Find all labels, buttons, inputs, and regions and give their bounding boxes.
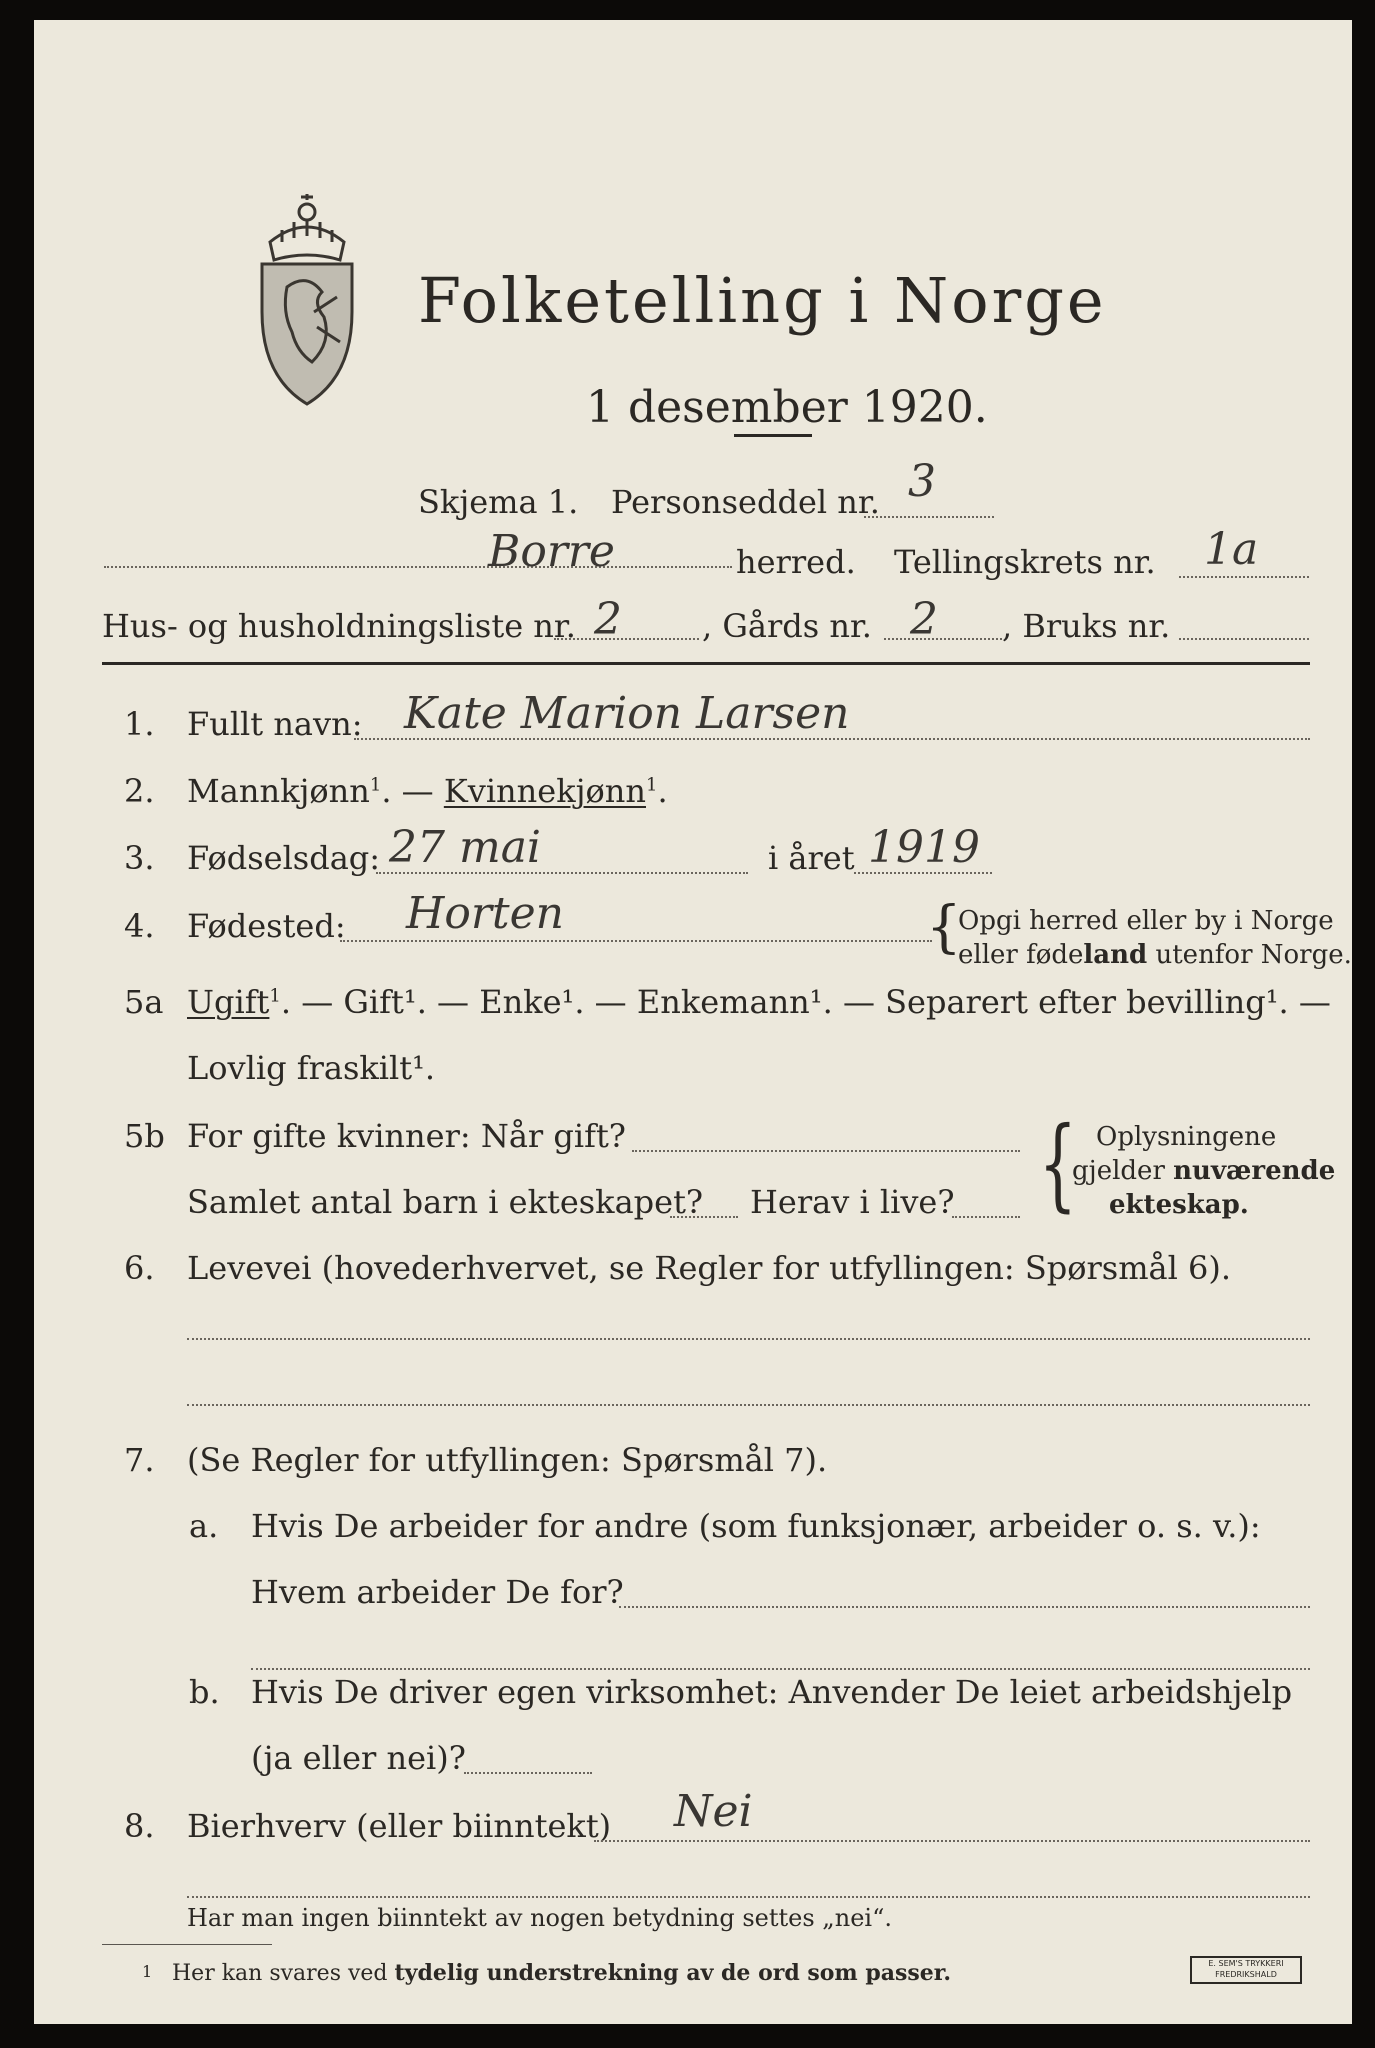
- printer-stamp: E. SEM'S TRYKKERI FREDRIKSHALD: [1190, 1956, 1302, 1984]
- q7-number: 7.: [124, 1441, 155, 1479]
- q4-line: [340, 940, 932, 942]
- q5b-note-line1: Oplysningene: [1096, 1122, 1277, 1152]
- q7a-letter: a.: [189, 1507, 219, 1545]
- husholdningsliste-line: [554, 638, 699, 640]
- q7b-letter: b.: [189, 1673, 220, 1711]
- q4-number: 4.: [124, 907, 155, 945]
- q2-gender-options[interactable]: Mannkjønn$^1$. — Kvinnekjønn$^1$.: [187, 772, 668, 810]
- q5b-i-live-line[interactable]: [952, 1216, 1020, 1218]
- q4-birthplace[interactable]: Horten: [406, 888, 564, 939]
- option-ugift-selected[interactable]: Ugift: [187, 983, 270, 1021]
- tellingskrets-line: [1179, 576, 1309, 578]
- option-kvinnekjonn-selected[interactable]: Kvinnekjønn: [443, 772, 646, 810]
- norway-coat-of-arms-icon: [252, 192, 362, 418]
- q4-label: Fødested:: [187, 907, 346, 945]
- q7-label: (Se Regler for utfyllingen: Spørsmål 7).: [187, 1441, 828, 1479]
- census-form-page: [34, 20, 1352, 2024]
- q7a-line2: Hvem arbeider De for?: [251, 1573, 624, 1611]
- q3-number: 3.: [124, 839, 155, 877]
- q7b-line2: (ja eller nei)?: [251, 1739, 466, 1777]
- census-date: 1 desember 1920.: [586, 382, 988, 433]
- personseddel-line: [864, 516, 994, 518]
- q5b-line2b: Herav i live?: [750, 1183, 955, 1221]
- husholdningsliste-label: Hus- og husholdningsliste nr.: [102, 607, 576, 645]
- q7a-employer-line2[interactable]: [251, 1668, 1310, 1670]
- q8-number: 8.: [124, 1807, 155, 1845]
- footnote-text: Her kan svares ved tydelig understrekning av de ord som passer.: [172, 1960, 952, 1986]
- q4-note-line2: eller fødeland utenfor Norge.: [958, 940, 1352, 970]
- footnote-marker: 1: [142, 1962, 153, 1981]
- form-title: Folketelling i Norge: [418, 264, 1107, 337]
- q5b-line2a: Samlet antal barn i ekteskapet?: [187, 1183, 704, 1221]
- q4-note-line1: Opgi herred eller by i Norge: [958, 906, 1334, 936]
- footnote-divider: [102, 1944, 272, 1945]
- bruks-label: , Bruks nr.: [1002, 607, 1171, 645]
- herred-line: [104, 566, 732, 568]
- bruks-line: [1179, 638, 1309, 640]
- herred-label: herred.: [736, 543, 856, 581]
- q8-note: Har man ingen biinntekt av nogen betydning settes „nei“.: [187, 1904, 892, 1932]
- gards-label: , Gårds nr.: [702, 607, 872, 645]
- q1-label: Fullt navn:: [187, 705, 363, 743]
- title-divider: [734, 434, 812, 437]
- q3-label: Fødselsdag:: [187, 839, 381, 877]
- q6-line1[interactable]: [187, 1338, 1310, 1340]
- q6-line2[interactable]: [187, 1404, 1310, 1406]
- q6-number: 6.: [124, 1249, 155, 1287]
- q3-birth-year[interactable]: 1919: [868, 822, 980, 873]
- q7b-line1: Hvis De driver egen virksomhet: Anvender De leiet arbeidshjelp: [251, 1673, 1293, 1711]
- q5b-line1: For gifte kvinner: Når gift?: [187, 1117, 626, 1155]
- q1-number: 1.: [124, 705, 155, 743]
- q8-line: [594, 1840, 1310, 1842]
- gards-value[interactable]: 2: [910, 594, 938, 645]
- q5a-marital-options[interactable]: Ugift$^1$. — Gift¹. — Enke¹. — Enkemann¹. — Separert efter bevilling¹. —: [187, 983, 1331, 1021]
- q5a-number: 5a: [124, 983, 164, 1021]
- q3-aret-label: i året: [768, 839, 855, 877]
- q4-note-brace: {: [926, 895, 962, 960]
- option-mannkjonn[interactable]: Mannkjønn: [187, 772, 370, 810]
- personseddel-label: Personseddel nr.: [611, 483, 880, 521]
- husholdningsliste-value[interactable]: 2: [594, 594, 622, 645]
- herred-value[interactable]: Borre: [488, 526, 615, 577]
- q5b-note-brace: {: [1038, 1105, 1077, 1222]
- q8-line2[interactable]: [187, 1896, 1310, 1898]
- q8-answer[interactable]: Nei: [674, 1786, 753, 1837]
- q5b-note-line2: gjelder nuværende: [1072, 1156, 1336, 1186]
- q5b-barn-line[interactable]: [670, 1216, 738, 1218]
- section-divider: [102, 662, 1310, 665]
- personseddel-value[interactable]: 3: [908, 456, 936, 507]
- q7b-answer-line[interactable]: [464, 1772, 592, 1774]
- q5b-note-line3: ekteskap.: [1109, 1190, 1249, 1220]
- q6-label: Levevei (hovederhvervet, se Regler for utfyllingen: Spørsmål 6).: [187, 1249, 1232, 1287]
- tellingskrets-value[interactable]: 1a: [1204, 524, 1259, 575]
- q2-number: 2.: [124, 772, 155, 810]
- q5b-number: 5b: [124, 1117, 165, 1155]
- q3-birth-date[interactable]: 27 mai: [389, 822, 542, 873]
- q1-full-name[interactable]: Kate Marion Larsen: [404, 688, 850, 739]
- q5b-nar-gift-line[interactable]: [632, 1150, 1020, 1152]
- q8-label: Bierhverv (eller biinntekt): [187, 1807, 612, 1845]
- q5a-line2[interactable]: Lovlig fraskilt¹.: [187, 1049, 436, 1087]
- tellingskrets-label: Tellingskrets nr.: [894, 543, 1156, 581]
- gards-line: [884, 638, 1002, 640]
- q7a-employer-line[interactable]: [619, 1606, 1310, 1608]
- q7a-line1: Hvis De arbeider for andre (som funksjonær, arbeider o. s. v.):: [251, 1507, 1261, 1545]
- skjema-label: Skjema 1.: [418, 483, 579, 521]
